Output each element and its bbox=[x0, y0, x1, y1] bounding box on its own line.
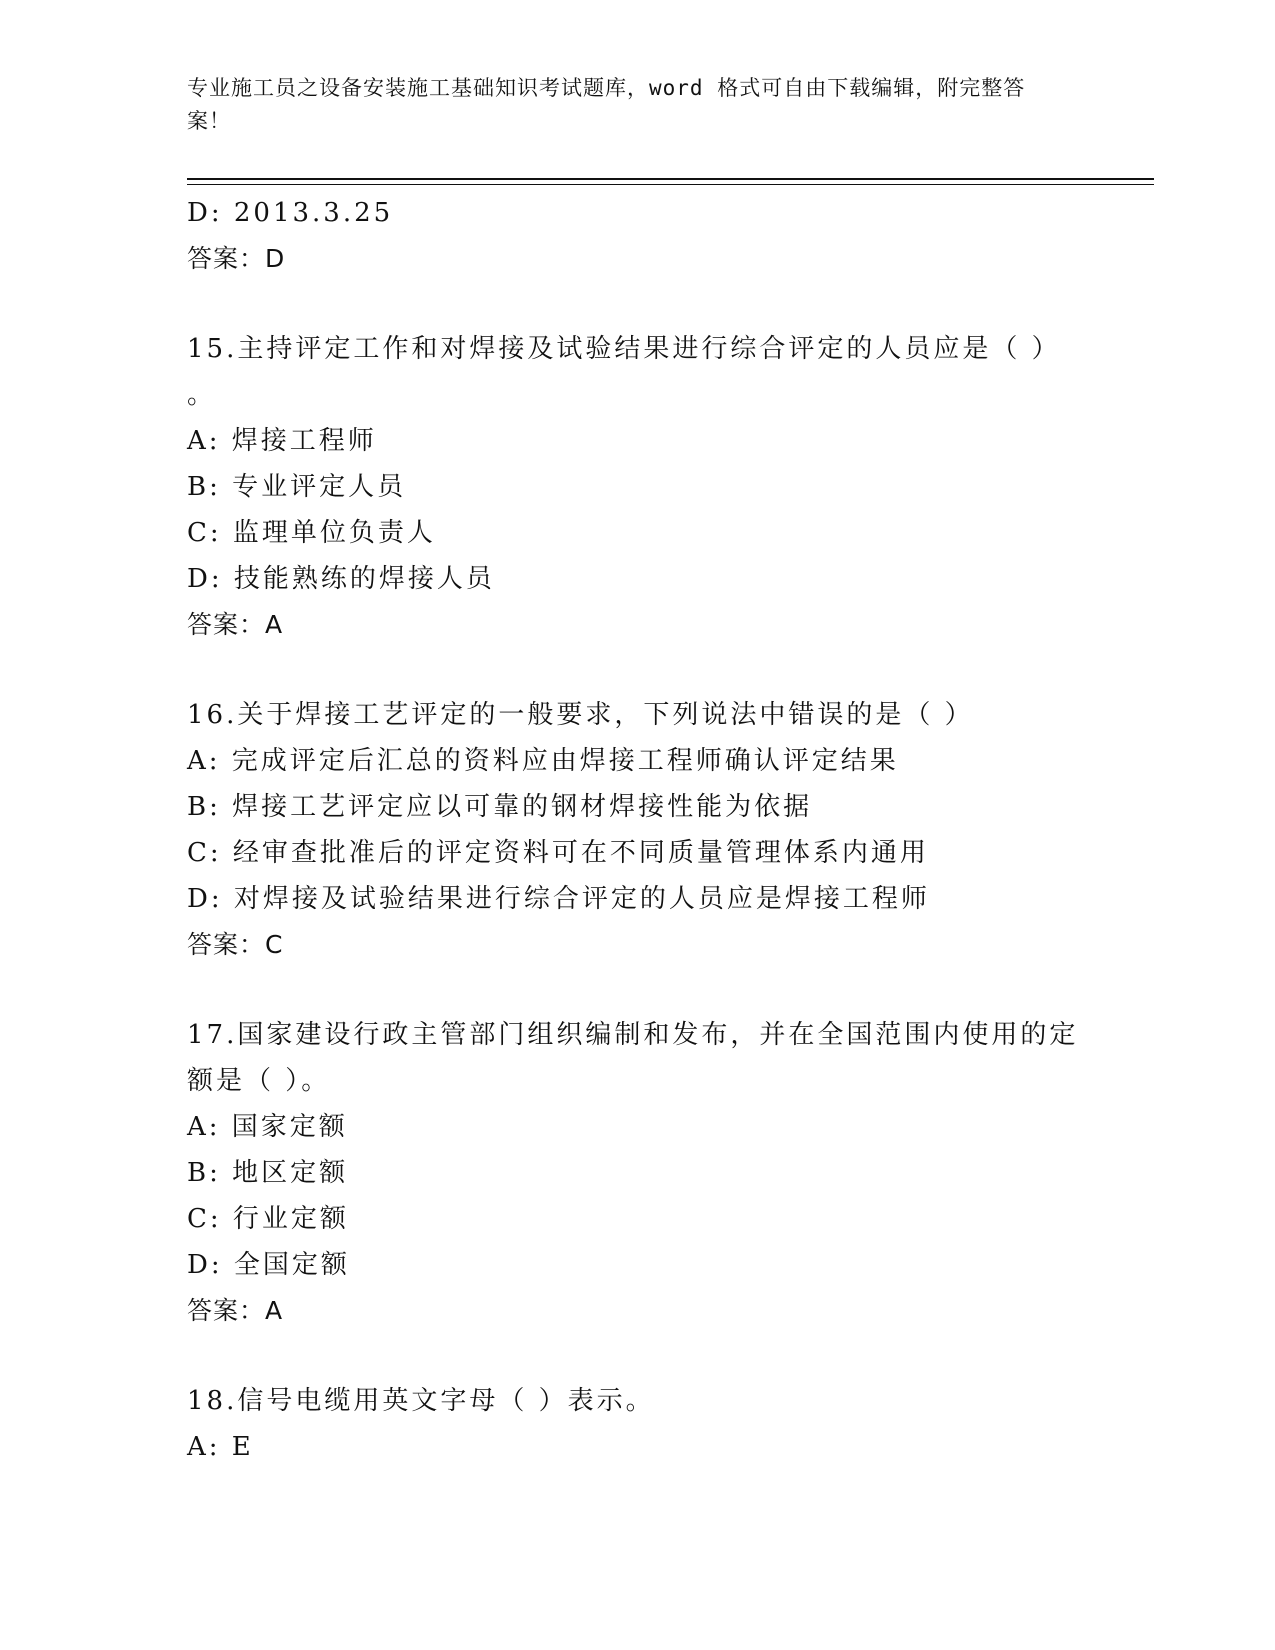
option-d: D: 对焊接及试验结果进行综合评定的人员应是焊接工程师 bbox=[187, 884, 930, 914]
option-a: A: 完成评定后汇总的资料应由焊接工程师确认评定结果 bbox=[187, 746, 899, 776]
document-header bbox=[187, 72, 1067, 138]
header-rule-thin bbox=[187, 184, 1154, 185]
option-c: C: 经审查批准后的评定资料可在不同质量管理体系内通用 bbox=[187, 838, 929, 868]
option-d: D: 技能熟练的焊接人员 bbox=[187, 564, 495, 594]
document-body bbox=[187, 190, 1087, 1470]
question-15 bbox=[187, 326, 1087, 648]
answer: 答案：A bbox=[187, 610, 284, 639]
question-stem: 15.主持评定工作和对焊接及试验结果进行综合评定的人员应是（ ） bbox=[187, 334, 1061, 364]
question-stem: 17.国家建设行政主管部门组织编制和发布，并在全国范围内使用的定 bbox=[187, 1020, 1079, 1050]
answer: 答案：A bbox=[187, 1296, 284, 1325]
question-14-fragment bbox=[187, 190, 1087, 282]
question-stem: 18.信号电缆用英文字母（ ）表示。 bbox=[187, 1386, 655, 1416]
option-a: A: 国家定额 bbox=[187, 1112, 348, 1142]
question-18 bbox=[187, 1378, 1087, 1470]
header-rule-thick bbox=[187, 178, 1154, 180]
question-stem-continued: 。 bbox=[187, 380, 217, 410]
option-c: C: 监理单位负责人 bbox=[187, 518, 436, 548]
header-title: 专业施工员之设备安装施工基础知识考试题库，word 格式可自由下载编辑，附完整答案！ bbox=[187, 76, 1026, 133]
option-a: A: 焊接工程师 bbox=[187, 426, 377, 456]
option-a: A: E bbox=[187, 1432, 254, 1462]
option-d: D: 2013.3.25 bbox=[187, 198, 394, 228]
question-16 bbox=[187, 692, 1087, 968]
answer: 答案：D bbox=[187, 244, 286, 273]
option-c: C: 行业定额 bbox=[187, 1204, 349, 1234]
option-b: B: 地区定额 bbox=[187, 1158, 349, 1188]
option-b: B: 专业评定人员 bbox=[187, 472, 407, 502]
question-stem: 16.关于焊接工艺评定的一般要求，下列说法中错误的是（ ） bbox=[187, 700, 974, 730]
option-d: D: 全国定额 bbox=[187, 1250, 350, 1280]
option-b: B: 焊接工艺评定应以可靠的钢材焊接性能为依据 bbox=[187, 792, 813, 822]
question-17 bbox=[187, 1012, 1087, 1334]
question-stem-continued: 额是（ ）。 bbox=[187, 1066, 331, 1096]
answer: 答案：C bbox=[187, 930, 284, 959]
